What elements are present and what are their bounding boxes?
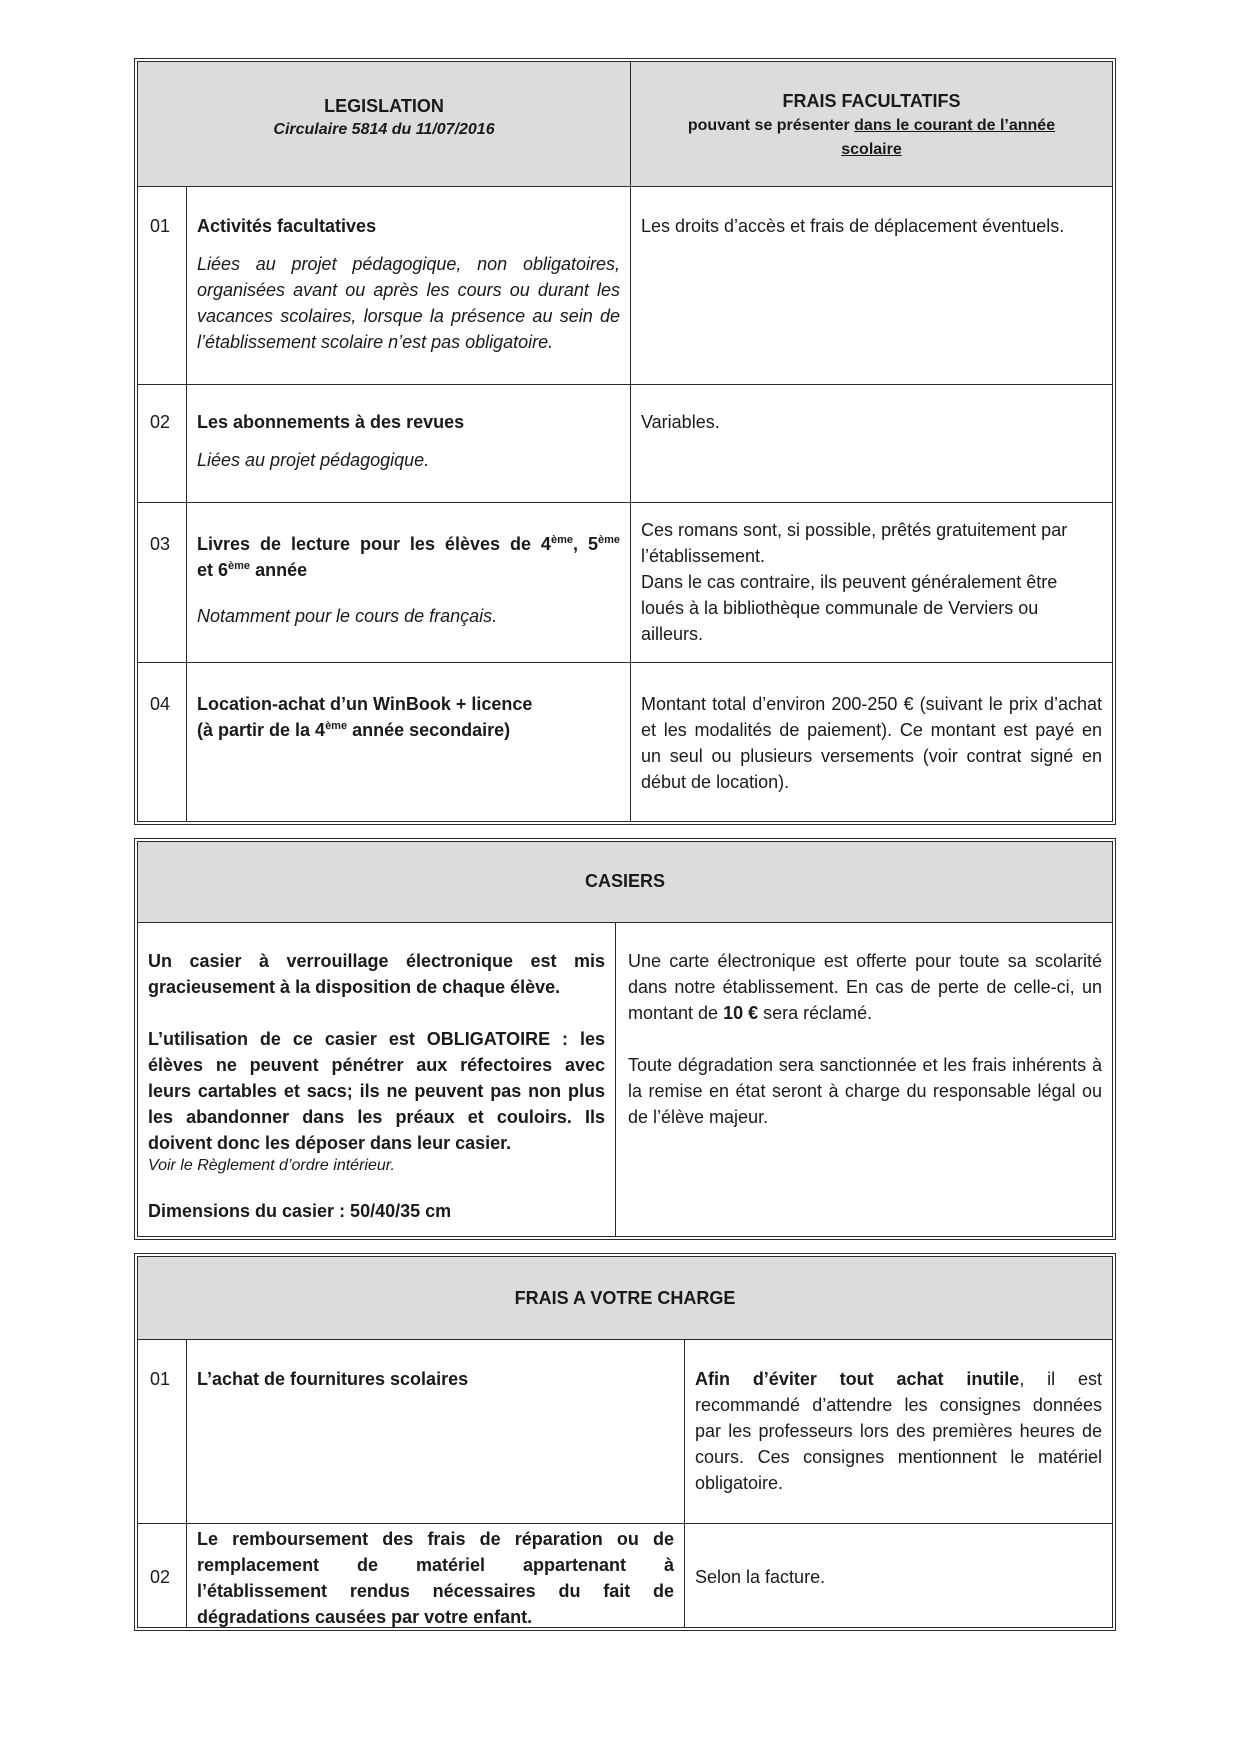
casiers-left-cell xyxy=(138,923,615,1236)
header-frais-charge: FRAIS A VOTRE CHARGE xyxy=(514,1288,736,1308)
row-description: Liées au projet pédagogique. xyxy=(197,450,430,470)
row-number: 04 xyxy=(150,694,171,714)
header-legislation-title: LEGISLATION xyxy=(324,96,444,116)
row-title: Location-achat d’un WinBook + licence xyxy=(197,694,533,714)
row-title: Livres de lecture pour les élèves de 4ème, 5ème xyxy=(197,534,620,554)
casiers-right-cell xyxy=(615,923,1112,1236)
row-right-cell xyxy=(684,1340,1112,1523)
row-number: 01 xyxy=(150,1369,171,1389)
table-row xyxy=(138,1523,1112,1627)
table-row xyxy=(138,922,1112,1236)
table-header xyxy=(138,842,1112,922)
row-fee-text: Afin d’éviter tout achat inutile, il est recommandé d’attendre les consignes données par les professeurs lors des premières heures de cours. Ces consignes mentionnent le matériel obligatoire. xyxy=(695,1369,1102,1493)
row-number: 01 xyxy=(150,216,171,236)
row-right-cell xyxy=(630,187,1112,384)
row-left-cell xyxy=(186,187,630,384)
casiers-intro: Un casier à verrouillage électronique est mis gracieusement à la disposition de chaque élève. xyxy=(148,951,605,997)
header-legislation xyxy=(138,62,630,186)
casiers-dimensions: Dimensions du casier : 50/40/35 cm xyxy=(148,1201,452,1221)
header-frais-facultatifs xyxy=(630,62,1112,186)
row-left-cell xyxy=(186,1524,684,1627)
table-header xyxy=(138,1257,1112,1339)
table-row xyxy=(138,662,1112,821)
row-right-cell xyxy=(630,385,1112,502)
row-number: 03 xyxy=(150,534,171,554)
row-right-cell xyxy=(630,503,1112,662)
row-description: Liées au projet pédagogique, non obligatoires, organisées avant ou après les cours ou durant les vacances scolaires, lorsque la présence au sein de l’établissement scolaire n’est pas obligatoire. xyxy=(197,254,620,352)
row-fee-text: Les droits d’accès et frais de déplacement éventuels. xyxy=(641,216,1065,236)
row-title-cont: (à partir de la 4ème année secondaire) xyxy=(197,720,511,740)
casiers-note: Voir le Règlement d’ordre intérieur. xyxy=(148,1157,395,1174)
table-frais-charge xyxy=(134,1253,1116,1631)
row-fee-text: Montant total d’environ 200-250 € (suivant le prix d’achat et les modalités de paiement). Ce montant est payé en un seul ou plusieurs versements (voir contrat signé en début de location). xyxy=(641,694,1102,792)
header-casiers: CASIERS xyxy=(584,871,665,891)
table-legislation xyxy=(134,58,1116,825)
table-casiers xyxy=(134,838,1116,1240)
row-title: Activités facultatives xyxy=(197,216,377,236)
casiers-card-text: Une carte électronique est offerte pour toute sa scolarité dans notre établissement. En cas de perte de celle-ci, un montant de 10 € sera réclamé. xyxy=(628,951,1102,1023)
row-fee-text: Selon la facture. xyxy=(695,1567,826,1587)
table-row xyxy=(138,384,1112,502)
row-fee-text: Ces romans sont, si possible, prêtés gratuitement par l’établissement. xyxy=(641,520,1068,566)
header-frais-subtitle: pouvant se présenter dans le courant de l’année scolaire xyxy=(687,117,1056,158)
table-header xyxy=(138,62,1112,186)
row-left-cell xyxy=(186,385,630,502)
casiers-obligation: L’utilisation de ce casier est OBLIGATOIRE : les élèves ne peuvent pénétrer aux réfectoires avec leurs cartables et sacs; ils ne peuvent pas non plus les abandonner dans les préaux et couloirs. Ils doivent donc les déposer dans leur casier. xyxy=(148,1029,605,1153)
table-row xyxy=(138,1339,1112,1523)
row-title-cont: et 6ème année xyxy=(197,560,308,580)
casiers-damage-text: Toute dégradation sera sanctionnée et les frais inhérents à la remise en état seront à charge du responsable légal ou de l’élève majeur. xyxy=(628,1055,1102,1127)
table-row xyxy=(138,502,1112,662)
row-right-cell xyxy=(684,1524,1112,1627)
row-number: 02 xyxy=(150,1567,171,1587)
row-left-cell xyxy=(186,663,630,821)
header-frais-title: FRAIS FACULTATIFS xyxy=(782,91,961,111)
row-title: Le remboursement des frais de réparation ou de remplacement de matériel appartenant à l’établissement rendus nécessaires du fait de dégradations causées par votre enfant. xyxy=(197,1529,674,1627)
row-title: L’achat de fournitures scolaires xyxy=(197,1369,469,1389)
row-description: Notamment pour le cours de français. xyxy=(197,606,498,626)
row-fee-text: Variables. xyxy=(641,412,720,432)
row-left-cell xyxy=(186,1340,684,1523)
header-circular: Circulaire 5814 du 11/07/2016 xyxy=(273,121,495,138)
table-row xyxy=(138,186,1112,384)
row-fee-text-2: Dans le cas contraire, ils peuvent généralement être loués à la bibliothèque communale de Verviers ou ailleurs. xyxy=(641,572,1058,644)
row-left-cell xyxy=(186,503,630,662)
row-number: 02 xyxy=(150,412,171,432)
row-right-cell xyxy=(630,663,1112,821)
row-title: Les abonnements à des revues xyxy=(197,412,465,432)
